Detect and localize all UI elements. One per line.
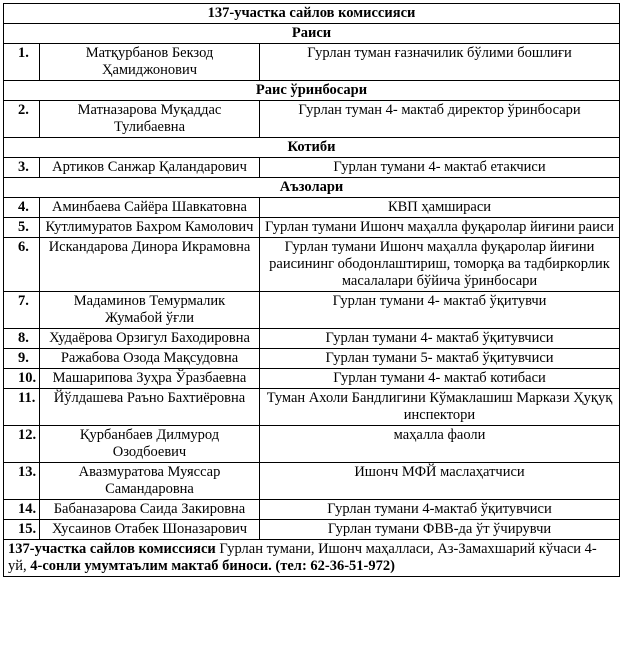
member-number: 12. [4, 426, 40, 463]
section-heading: Котиби [4, 138, 620, 158]
table-row [4, 238, 620, 292]
table-row [4, 292, 620, 329]
member-number: 4. [4, 198, 40, 218]
table-row [4, 158, 620, 178]
footer-row [4, 540, 620, 577]
member-number: 9. [4, 349, 40, 369]
member-number: 3. [4, 158, 40, 178]
member-name: Артиков Санжар Қаландарович [40, 158, 260, 178]
table-row [4, 198, 620, 218]
member-number: 14. [4, 500, 40, 520]
table-row [4, 389, 620, 426]
member-position: Гурлан туман 4- мактаб директор ўринбосари [260, 101, 620, 138]
member-name: Бабаназарова Саида Закировна [40, 500, 260, 520]
member-position: маҳалла фаоли [260, 426, 620, 463]
table-row [4, 369, 620, 389]
member-name: Матназарова Муқаддас Тулибаевна [40, 101, 260, 138]
section-heading: Раис ўринбосари [4, 81, 620, 101]
table-row [4, 520, 620, 540]
member-number: 13. [4, 463, 40, 500]
member-number: 8. [4, 329, 40, 349]
member-name: Аминбаева Сайёра Шавкатовна [40, 198, 260, 218]
table-row [4, 500, 620, 520]
member-position: Гурлан тумани 4-мактаб ўқитувчиси [260, 500, 620, 520]
table-row [4, 463, 620, 500]
section-heading: Раиси [4, 24, 620, 44]
section-heading: Аъзолари [4, 178, 620, 198]
member-name: Ражабова Озода Мақсудовна [40, 349, 260, 369]
address-note [4, 540, 620, 577]
member-name: Хусаинов Отабек Шоназарович [40, 520, 260, 540]
member-number: 2. [4, 101, 40, 138]
member-number: 5. [4, 218, 40, 238]
table-row [4, 218, 620, 238]
member-name: Матқурбанов Бекзод Ҳамиджонович [40, 44, 260, 81]
member-position: Гурлан тумани Ишонч маҳалла фуқаролар йиғини раисининг ободонлаштириш, томорқа ва тадбиркорлик масалалари бўйича ўринбосари [260, 238, 620, 292]
member-name: Искандарова Динора Икрамовна [40, 238, 260, 292]
member-position: Гурлан тумани 4- мактаб ўқитувчи [260, 292, 620, 329]
member-name: Кутлимуратов Бахром Камолович [40, 218, 260, 238]
member-position: Гурлан тумани 5- мактаб ўқитувчиси [260, 349, 620, 369]
member-position: Гурлан туман ғазначилик бўлими бошлиғи [260, 44, 620, 81]
member-name: Авазмуратова Муяссар Самандаровна [40, 463, 260, 500]
member-number: 1. [4, 44, 40, 81]
section-heading-row [4, 81, 620, 101]
section-heading-row [4, 178, 620, 198]
member-position: Гурлан тумани ФВВ-да ўт ўчирувчи [260, 520, 620, 540]
section-heading-row [4, 24, 620, 44]
member-name: Машарипова Зуҳра Ўразбаевна [40, 369, 260, 389]
member-number: 15. [4, 520, 40, 540]
table-row [4, 329, 620, 349]
commission-title: 137-участка сайлов комиссияси [4, 4, 620, 24]
member-name: Қурбанбаев Дилмурод Озодбоевич [40, 426, 260, 463]
member-name: Йўлдашева Раъно Бахтиёровна [40, 389, 260, 426]
table-row [4, 349, 620, 369]
member-name: Худаёрова Орзигул Баходировна [40, 329, 260, 349]
member-number: 6. [4, 238, 40, 292]
address-text: Гурлан тумани, Ишонч маҳалласи, Аз-Замахшарий кўчаси 4-уй, [8, 541, 597, 574]
member-number: 7. [4, 292, 40, 329]
member-name: Мадаминов Темурмалик Жумабой ўғли [40, 292, 260, 329]
table-row [4, 426, 620, 463]
commission-table [3, 3, 620, 577]
member-number: 11. [4, 389, 40, 426]
member-position: Гурлан тумани Ишонч маҳалла фуқаролар йиғини раиси [260, 218, 620, 238]
member-position: Ишонч МФЙ маслаҳатчиси [260, 463, 620, 500]
table-row [4, 44, 620, 81]
section-heading-row [4, 138, 620, 158]
commission-table-body [4, 4, 620, 577]
member-position: КВП ҳамшираси [260, 198, 620, 218]
table-row [4, 101, 620, 138]
address-building-phone: 4-сонли умумтаълим мактаб биноси. (тел: 62-36-51-972) [30, 558, 395, 574]
member-position: Гурлан тумани 4- мактаб етакчиси [260, 158, 620, 178]
member-position: Туман Ахоли Бандлигини Кўмаклашиш Маркази Ҳуқуқ инспектори [260, 389, 620, 426]
title-row [4, 4, 620, 24]
address-commission-name: 137-участка сайлов комиссияси [8, 541, 216, 557]
member-position: Гурлан тумани 4- мактаб ўқитувчиси [260, 329, 620, 349]
member-number: 10. [4, 369, 40, 389]
member-position: Гурлан тумани 4- мактаб котибаси [260, 369, 620, 389]
